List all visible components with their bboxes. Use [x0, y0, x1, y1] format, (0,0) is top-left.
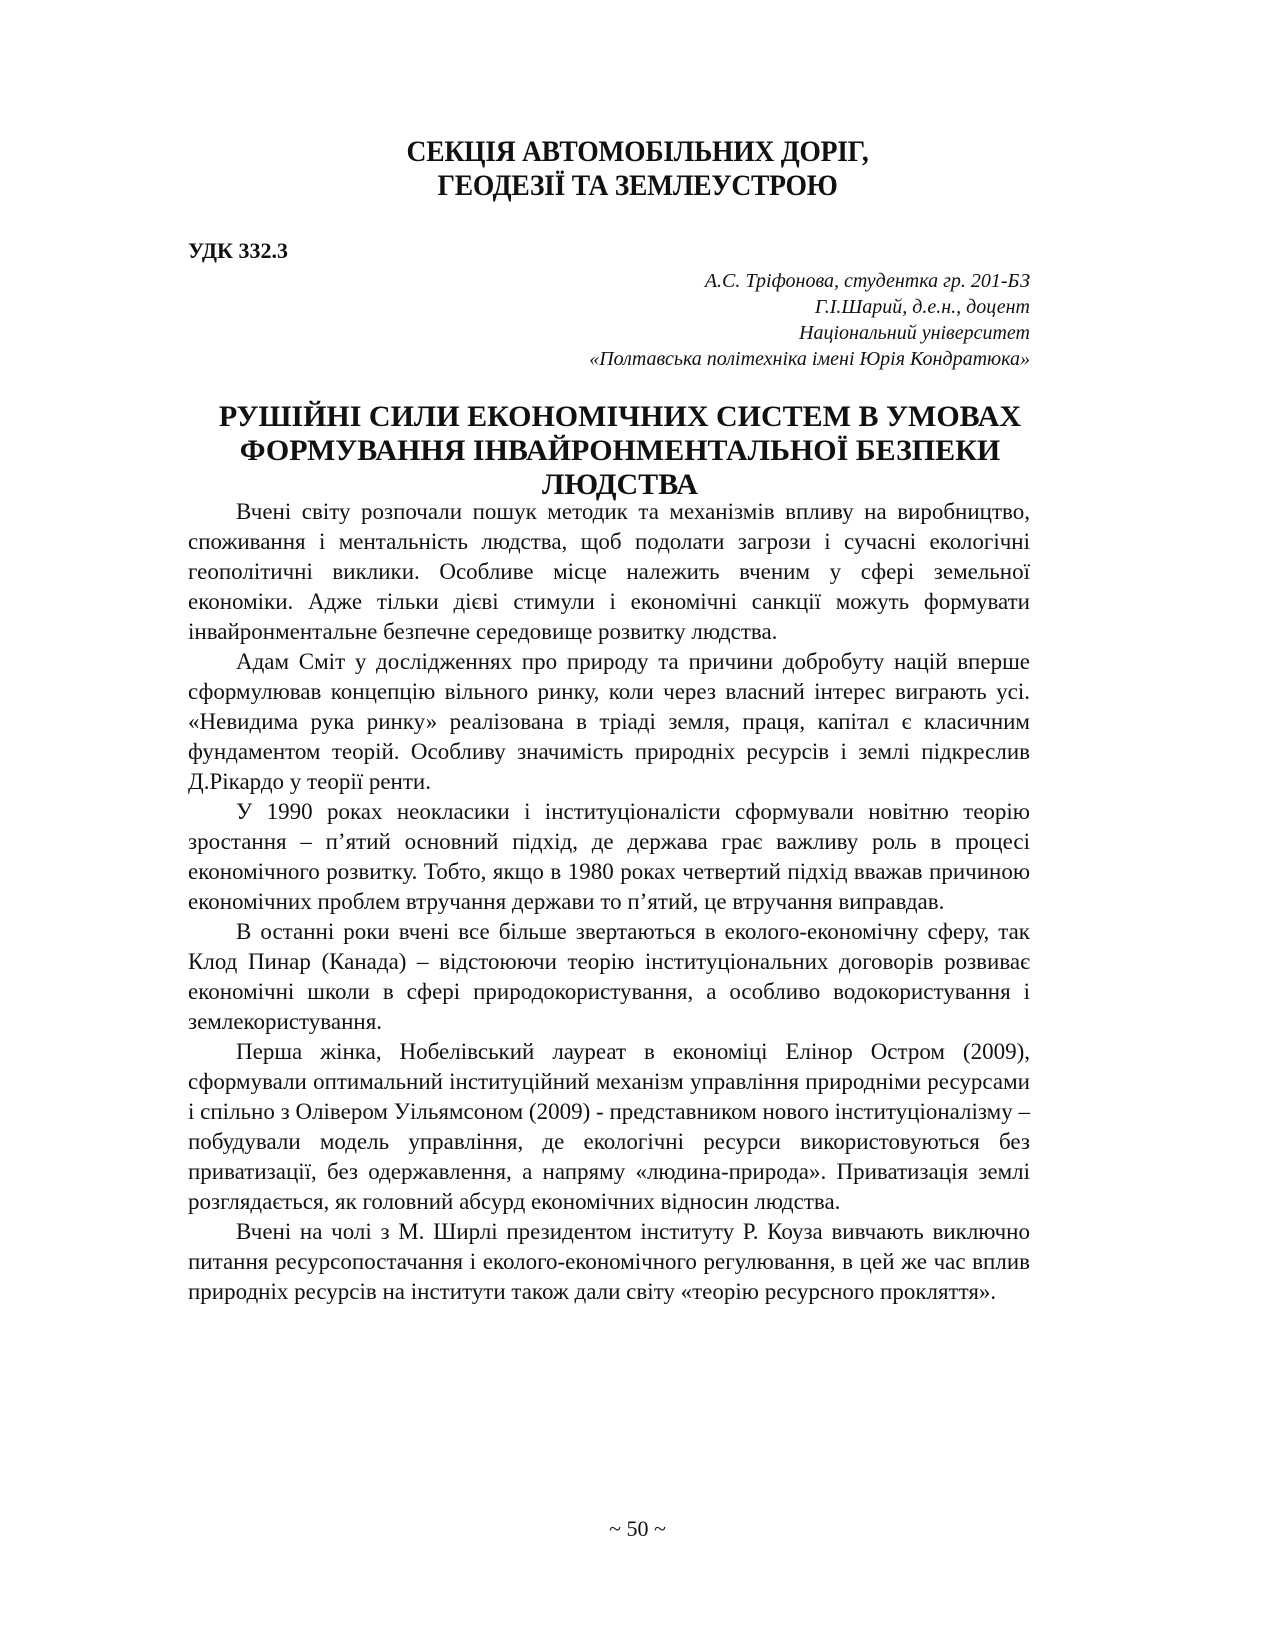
author-2: Г.І.Шарий, д.е.н., доцент: [814, 296, 1030, 318]
paragraph: Вчені на чолі з М. Ширлі президентом інституту Р. Коуза вивчають виключно питання ресурсопостачання і еколого-економічного регулювання, в цей же час вплив природніх ресурсів на інститути також дали світу «теорію ресурсного прокляття».: [188, 1219, 1030, 1304]
article-body: [188, 497, 1030, 1307]
section-title-line-1: СЕКЦІЯ АВТОМОБІЛЬНИХ ДОРІГ,: [406, 135, 869, 168]
author-block: [589, 268, 1030, 372]
article-title-line-3: ЛЮДСТВА: [542, 468, 698, 501]
section-title: [0, 135, 1275, 203]
author-1: А.С. Тріфонова, студентка гр. 201-БЗ: [704, 270, 1030, 292]
affiliation-line-1: Національний університет: [799, 322, 1030, 344]
affiliation-line-2: «Полтавська політехніка імені Юрія Кондратюка»: [589, 348, 1030, 370]
paragraph: Перша жінка, Нобелівський лауреат в економіці Елінор Остром (2009), сформували оптимальний інституційний механізм управління природніми ресурсами і спільно з Олівером Уільямсоном (2009) - представником нового інституціоналізму – побудували модель управління, де екологічні ресурси використовуються без приватизації, без одержавлення, а напряму «людина-природа». Приватизація землі розглядається, як головний абсурд економічних відносин людства.: [188, 1039, 1030, 1214]
article-title-line-2: ФОРМУВАННЯ ІНВАЙРОНМЕНТАЛЬНОЇ БЕЗПЕКИ: [239, 434, 1001, 467]
udk-code: УДК 332.3: [188, 238, 289, 263]
paragraph: В останні роки вчені все більше звертаються в еколого-економічну сферу, так Клод Пинар (Канада) – відстоюючи теорію інституціональних договорів розвиває економічні школи в сфері природокористування, а особливо водокористування і землекористування.: [188, 919, 1030, 1034]
paragraph: Вчені світу розпочали пошук методик та механізмів впливу на виробництво, споживання і ментальність людства, щоб подолати загрози і сучасні екологічні геополітичні виклики. Особливе місце належить вченим у сфері земельної економіки. Адже тільки дієві стимули і економічні санкції можуть формувати інвайронментальне безпечне середовище розвитку людства.: [188, 499, 1030, 644]
article-title-line-1: РУШІЙНІ СИЛИ ЕКОНОМІЧНИХ СИСТЕМ В УМОВАХ: [218, 400, 1022, 433]
paragraph: У 1990 роках неокласики і інституціоналісти сформували новітню теорію зростання – п’ятий основний підхід, де держава грає важливу роль в процесі економічного розвитку. Тобто, якщо в 1980 роках четвертий підхід вважав причиною економічних проблем втручання держави то п’ятий, це втручання виправдав.: [188, 799, 1030, 914]
section-title-line-2: ГЕОДЕЗІЇ ТА ЗЕМЛЕУСТРОЮ: [437, 169, 838, 202]
article-title: [180, 400, 1060, 502]
paragraph: Адам Сміт у дослідженнях про природу та причини добробуту націй вперше сформулював концепцію вільного ринку, коли через власний інтерес виграють усі. «Невидима рука ринку» реалізована в тріаді земля, праця, капітал є класичним фундаментом теорій. Особливу значимість природніх ресурсів і землі підкреслив Д.Рікардо у теорії ренти.: [188, 649, 1030, 794]
page-number: ~ 50 ~: [609, 1516, 666, 1541]
